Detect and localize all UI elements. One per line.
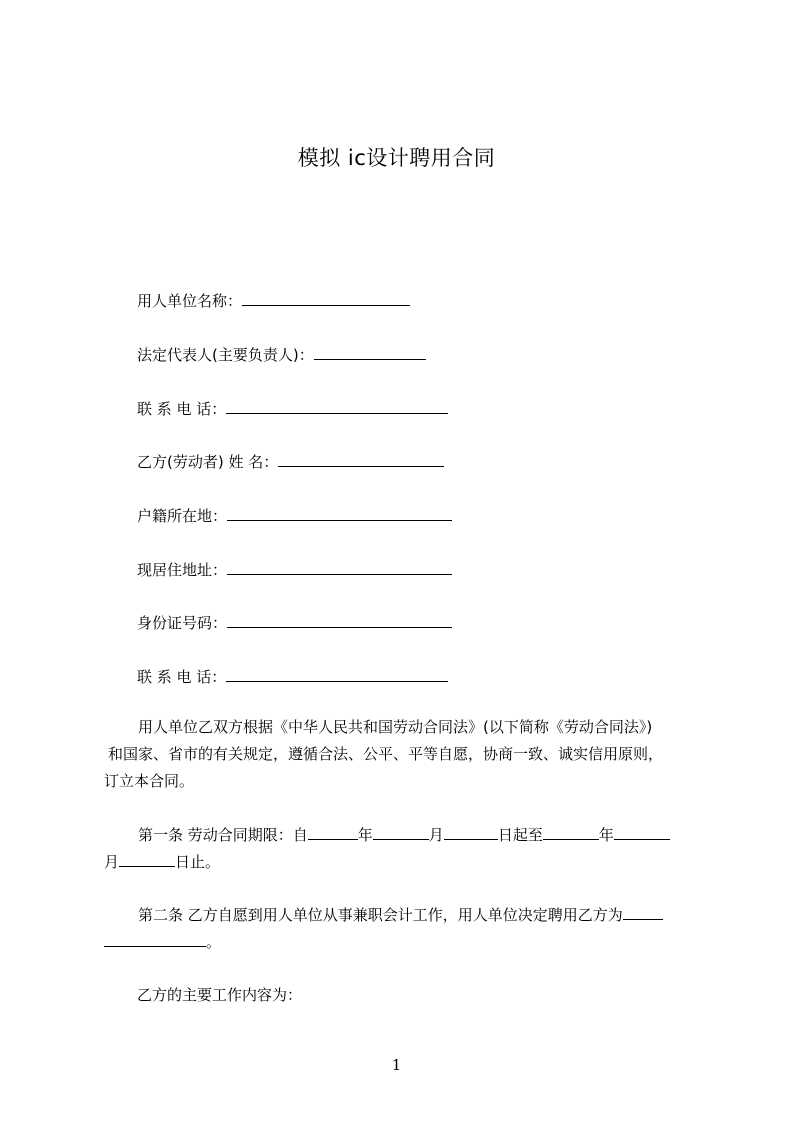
field-household-registration [137, 506, 452, 526]
field-label: 身份证号码： [137, 614, 228, 632]
field-employer-name [137, 291, 410, 311]
fill-in-line[interactable] [227, 613, 452, 628]
blank-start-year[interactable] [308, 825, 358, 840]
page-number: 1 [391, 1056, 402, 1074]
fill-in-line[interactable] [314, 345, 426, 360]
intro-paragraph [104, 714, 704, 795]
field-label: 法定代表人(主要负责人)： [137, 346, 314, 364]
article-1 [104, 822, 704, 876]
field-label: 用人单位名称： [137, 292, 243, 310]
field-label: 现居住地址： [137, 561, 228, 579]
field-current-address [137, 560, 452, 580]
blank-end-month[interactable] [614, 825, 670, 840]
field-label: 户籍所在地： [137, 507, 228, 525]
article-2 [104, 902, 704, 956]
blank-end-year[interactable] [543, 825, 599, 840]
intro-line-1: 用人单位乙双方根据《中华人民共和国劳动合同法》(以下简称《劳动合同法》) [138, 718, 653, 736]
day-start-label: 日起至 [497, 826, 543, 844]
fill-in-line[interactable] [226, 399, 448, 414]
field-id-number [137, 613, 452, 633]
blank-position-cont[interactable] [104, 932, 206, 947]
field-legal-representative [137, 345, 426, 365]
field-label: 联 系 电 话： [137, 668, 227, 686]
article-2-end: 。 [206, 933, 222, 951]
article-2-text: 第二条 乙方自愿到用人单位从事兼职会计工作，用人单位决定聘用乙方为 [138, 906, 623, 924]
blank-position[interactable] [623, 905, 663, 920]
blank-start-month[interactable] [373, 825, 429, 840]
fill-in-line[interactable] [227, 560, 452, 575]
year-label: 年 [357, 826, 373, 844]
field-employer-phone [137, 399, 448, 419]
fill-in-line[interactable] [226, 667, 448, 682]
month-label: 月 [428, 826, 444, 844]
field-employee-phone [137, 667, 448, 687]
field-label: 联 系 电 话： [137, 400, 227, 418]
field-label: 乙方(劳动者) 姓 名： [137, 453, 279, 471]
intro-line-3: 订立本合同。 [104, 772, 195, 790]
fill-in-line[interactable] [227, 506, 452, 521]
year-label: 年 [598, 826, 614, 844]
blank-end-day[interactable] [119, 852, 175, 867]
day-end-label: 日止。 [175, 853, 221, 871]
document-title: 模拟 ic设计聘用合同 [297, 146, 496, 170]
fill-in-line[interactable] [242, 291, 410, 306]
article-1-prefix: 第一条 劳动合同期限：自 [138, 826, 308, 844]
fill-in-line[interactable] [278, 452, 444, 467]
month-label: 月 [104, 853, 120, 871]
blank-start-day[interactable] [444, 825, 498, 840]
work-content-label: 乙方的主要工作内容为： [137, 986, 303, 1004]
field-employee-name [137, 452, 444, 472]
intro-line-2: 和国家、省市的有关规定，遵循合法、公平、平等自愿，协商一致、诚实信用原则， [108, 745, 664, 763]
